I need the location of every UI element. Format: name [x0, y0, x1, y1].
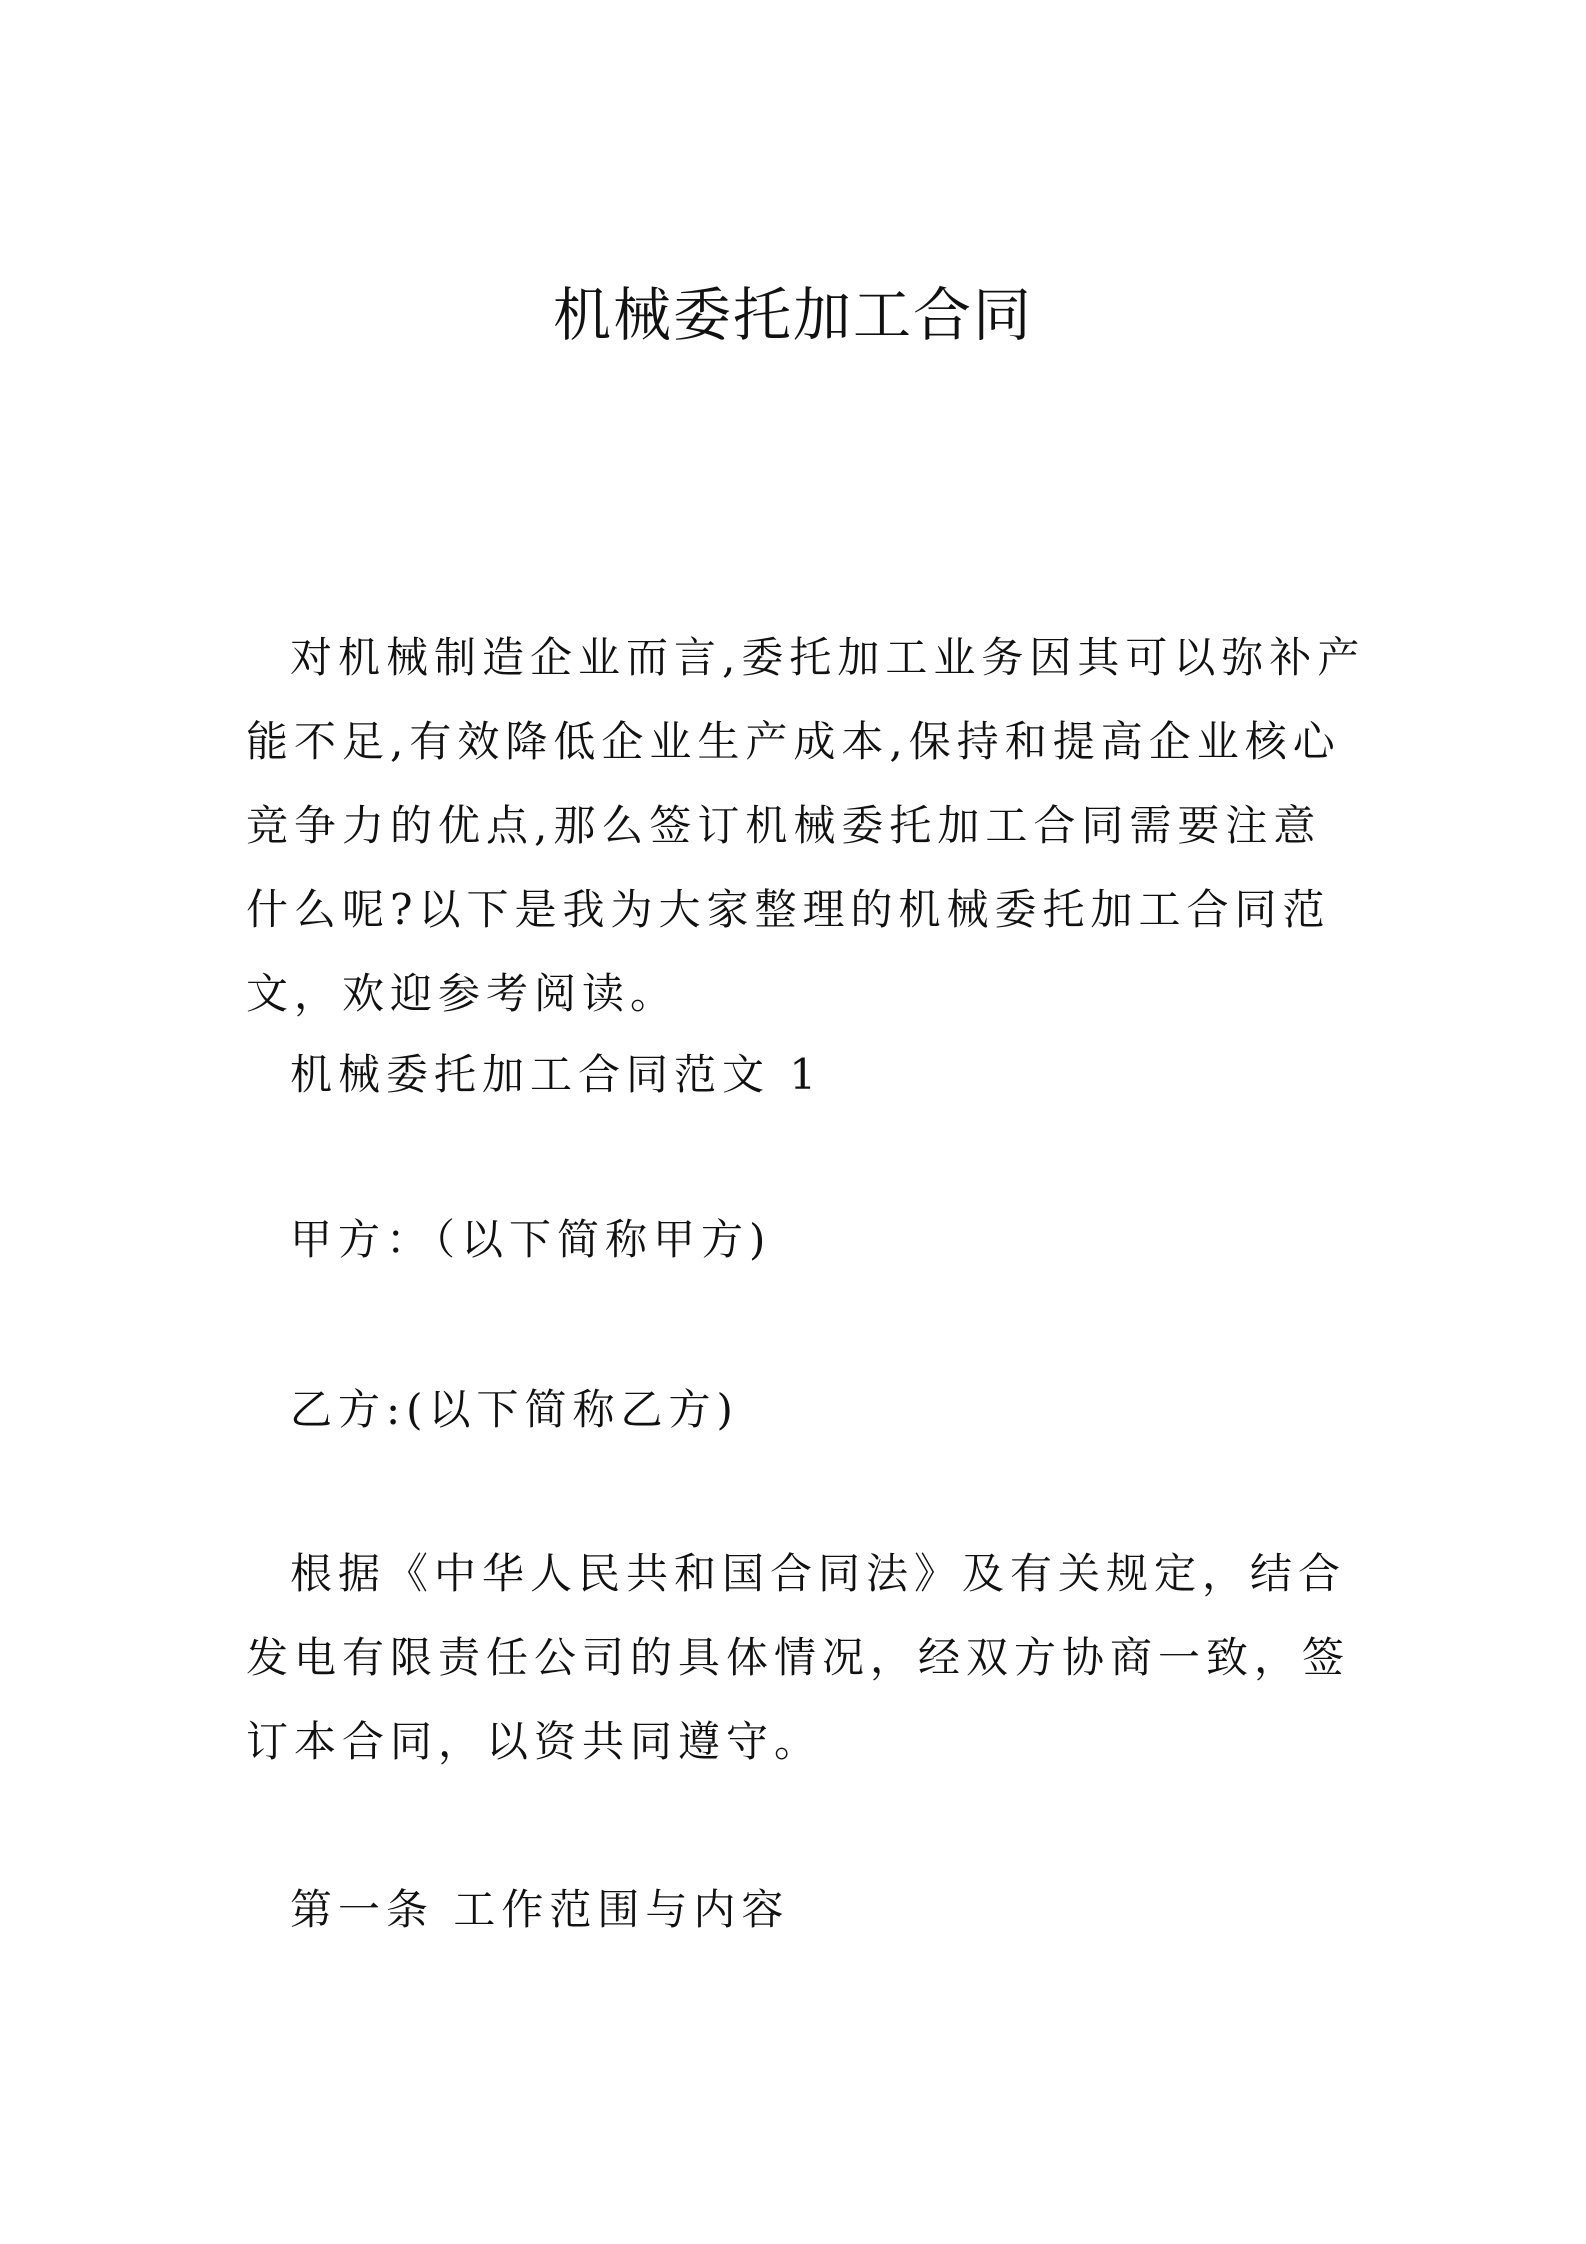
article-1-heading: 第一条 工作范围与内容	[290, 1885, 790, 1934]
party-a-line: 甲方：（以下简称甲方)	[290, 1215, 772, 1264]
intro-paragraph: 对机械制造企业而言,委托加工业务因其可以弥补产能不足,有效降低企业生产成本,保持和提高企业核心竞争力的优点,那么签订机械委托加工合同需要注意什么呢?以下是我为大家整理的机械委托加工合同范文，欢迎参考阅读。	[246, 633, 1366, 1018]
basis-paragraph: 根据《中华人民共和国合同法》及有关规定，结合发电有限责任公司的具体情况，经双方协商一致，签订本合同，以资共同遵守。	[246, 1549, 1351, 1766]
sample-heading: 机械委托加工合同范文 1	[290, 1050, 823, 1099]
document-title: 机械委托加工合同	[552, 281, 1033, 349]
party-b-line: 乙方:(以下简称乙方)	[290, 1385, 739, 1434]
